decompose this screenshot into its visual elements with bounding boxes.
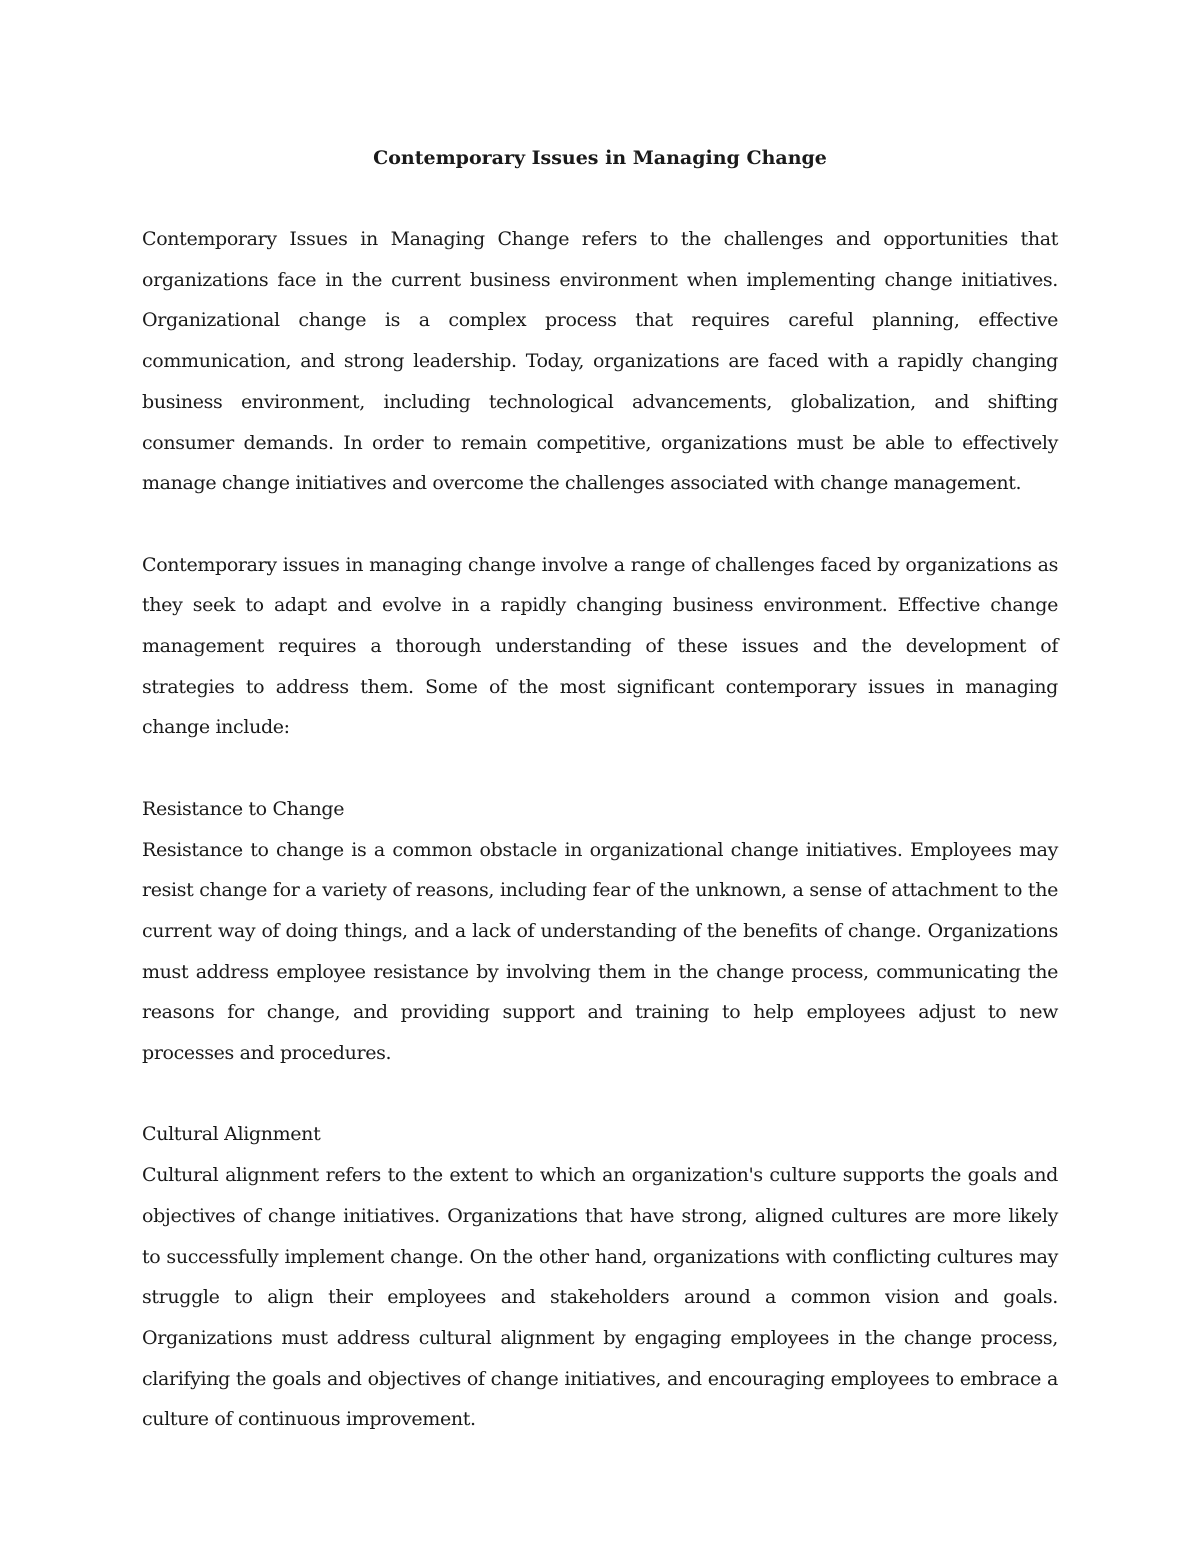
section-body: Resistance to change is a common obstacle in organizational change initiatives. Employees may resist change for a variety of reasons, including fear of the unknown, a sense of attachment to the current way of doing things, and a lack of understanding of the benefits of change. Organizations must address employee resistance by involving them in the change process, communicating the reasons for change, and providing support and training to help employees adjust to new processes and procedures. [142, 838, 1058, 1065]
section-resistance-to-change [142, 789, 1058, 1074]
section-heading: Cultural Alignment [142, 1123, 321, 1146]
intro-paragraph: Contemporary issues in managing change involve a range of challenges faced by organizations as they seek to adapt and evolve in a rapidly changing business environment. Effective change management requires a thorough understanding of these issues and the development of strategies to address them. Some of the most significant contemporary issues in managing change include: [142, 553, 1058, 739]
section-cultural-alignment [142, 1114, 1058, 1440]
section-body: Cultural alignment refers to the extent to which an organization's culture supports the goals and objectives of change initiatives. Organizations that have strong, aligned cultures are more likely to successfully implement change. On the other hand, organizations with conflicting cultures may struggle to align their employees and stakeholders around a common vision and goals. Organizations must address cultural alignment by engaging employees in the change process, clarifying the goals and objectives of change initiatives, and encouraging employees to embrace a culture of continuous improvement. [142, 1164, 1058, 1431]
document-page [142, 138, 1058, 1481]
section-heading: Resistance to Change [142, 797, 345, 820]
intro-paragraph: Contemporary Issues in Managing Change refers to the challenges and opportunities that organizations face in the current business environment when implementing change initiatives. Organizational change is a complex process that requires careful planning, effective communication, and strong leadership. Today, organizations are faced with a rapidly changing business environment, including technological advancements, globalization, and shifting consumer demands. In order to remain competitive, organizations must be able to effectively manage change initiatives and overcome the challenges associated with change management. [142, 228, 1058, 495]
document-title: Contemporary Issues in Managing Change [373, 147, 827, 169]
